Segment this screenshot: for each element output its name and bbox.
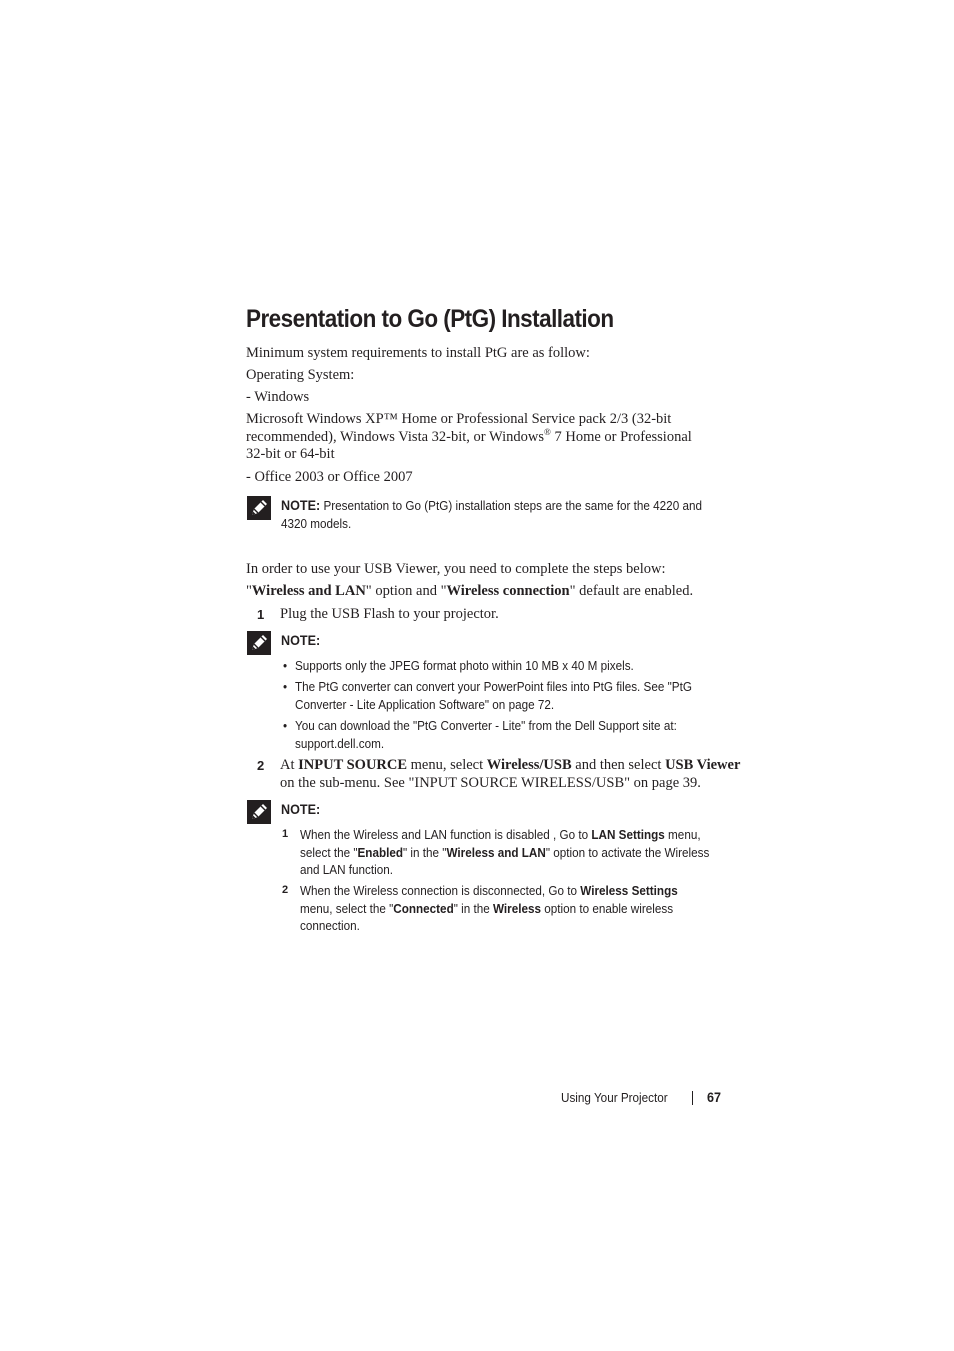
step-1-number: 1 (257, 607, 265, 622)
bullet-icon: • (283, 658, 288, 673)
note-pencil-icon (247, 496, 271, 520)
note-1: NOTE: Presentation to Go (PtG) installation steps are the same for the 4220 and 4320 models. (281, 497, 702, 531)
step-1-text: Plug the USB Flash to your projector. (280, 606, 499, 622)
note-3-item-1: When the Wireless and LAN function is disabled , Go to LAN Settings menu, select the "Enabled" in the "Wireless and LAN" option to activate the Wireless and LAN function. (300, 827, 710, 877)
bullet-icon: • (283, 718, 288, 733)
note-2-label: NOTE: (281, 632, 321, 648)
office-item: - Office 2003 or Office 2007 (246, 469, 413, 485)
windows-line-1: Microsoft Windows XP™ Home or Professional Service pack 2/3 (32-bit (246, 411, 672, 427)
os-label: Operating System: (246, 367, 355, 383)
usb-intro: In order to use your USB Viewer, you need to complete the steps below: (246, 561, 666, 577)
intro-text: Minimum system requirements to install PtG are as follow: (246, 345, 590, 361)
usb-defaults: "Wireless and LAN" option and "Wireless connection" default are enabled. (246, 583, 694, 599)
page-title: Presentation to Go (PtG) Installation (246, 305, 614, 333)
note-pencil-icon (247, 631, 271, 655)
note-pencil-icon (247, 800, 271, 824)
windows-requirements (246, 411, 692, 464)
note-3-label: NOTE: (281, 801, 321, 817)
note-2-bullet-1: Supports only the JPEG format photo within 10 MB x 40 M pixels. (295, 658, 634, 673)
step-2-number: 2 (257, 758, 265, 773)
step-2-text: At INPUT SOURCE menu, select Wireless/USB and then select USB Viewer on the sub-menu. See "INPUT SOURCE WIRELESS/USB" on page 39. (280, 757, 741, 791)
windows-line-3: 32-bit or 64-bit (246, 446, 335, 462)
page-number: 67 (707, 1089, 722, 1105)
registered-mark: ® (544, 426, 551, 437)
note-2-bullet-2: The PtG converter can convert your PowerPoint files into PtG files. See "PtG Converter - Lite Application Software" on page 72. (295, 679, 692, 712)
footer-section: Using Your Projector (561, 1090, 668, 1105)
note-2-bullet-3: You can download the "PtG Converter - Lite" from the Dell Support site at: support.dell.com. (295, 718, 677, 751)
note-3-item-1-number: 1 (282, 828, 289, 840)
bullet-icon: • (283, 679, 288, 694)
note-3-item-2-number: 2 (282, 884, 289, 896)
windows-item: - Windows (246, 389, 310, 405)
windows-line-2: recommended), Windows Vista 32-bit, or Windows® 7 Home or Professional (246, 426, 692, 445)
footer-separator (692, 1091, 693, 1105)
note-3-item-2: When the Wireless connection is disconnected, Go to Wireless Settings menu, select the "Connected" in the Wireless option to enable wireless connection. (300, 883, 678, 933)
